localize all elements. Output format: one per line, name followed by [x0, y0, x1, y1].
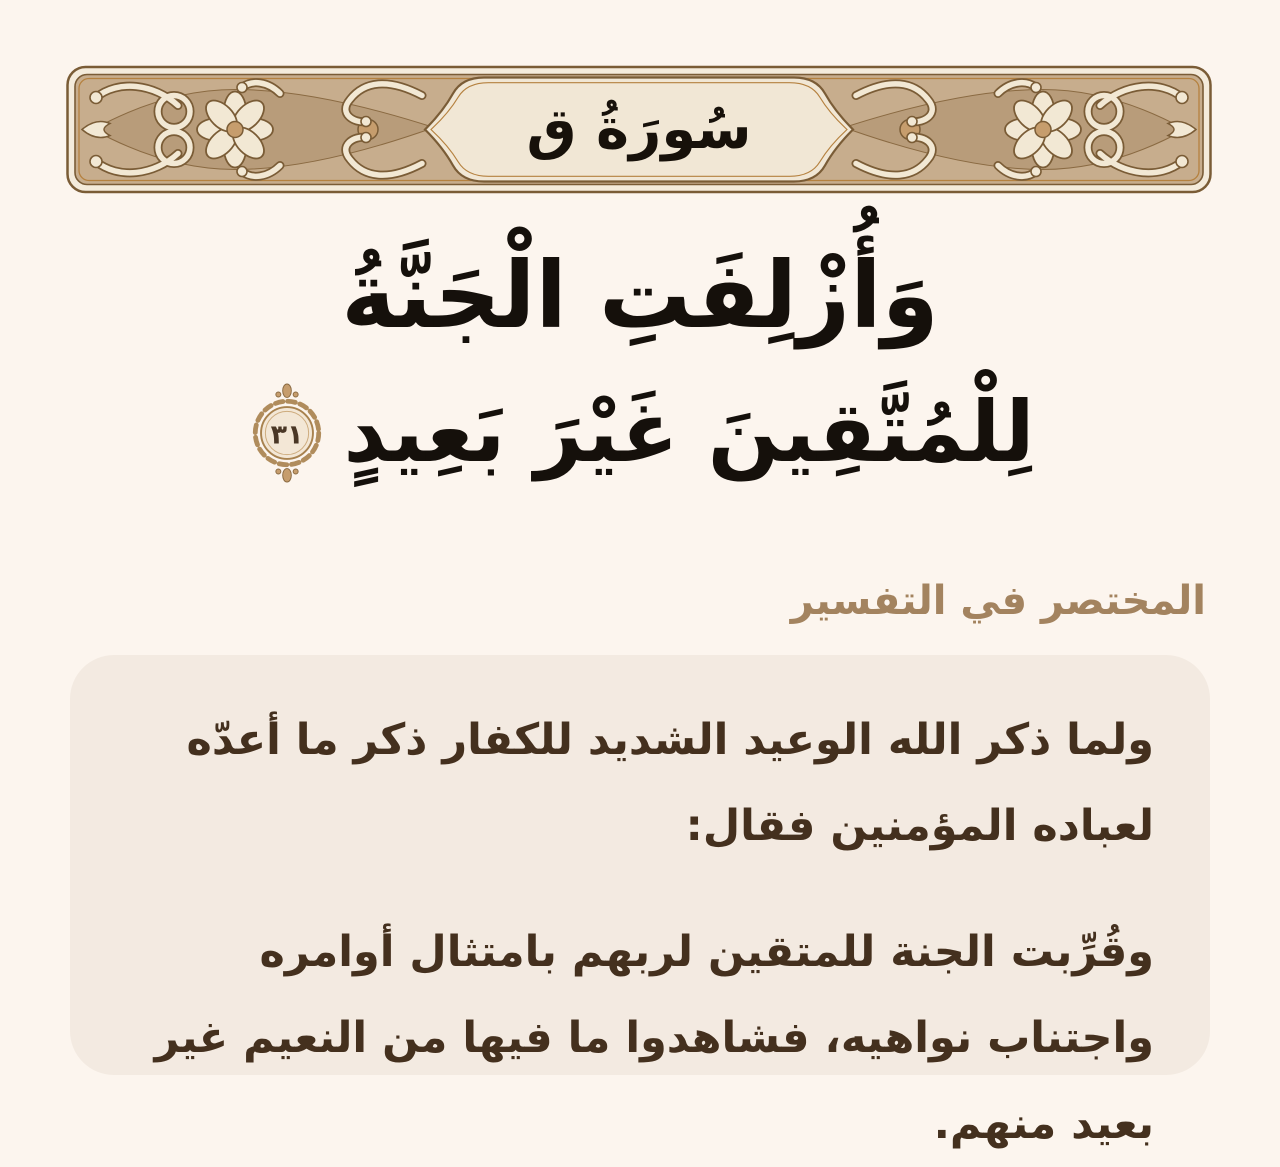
ayah-medallion-ornament	[246, 383, 328, 483]
tafsir-paragraph-2: وقُرِّبت الجنة للمتقين لربهم بامتثال أوامره واجتناب نواهيه، فشاهدوا ما فيها من النعيم غير بعيد منهم.	[154, 927, 1154, 1149]
tafsir-source-label: المختصر في التفسير	[790, 578, 1206, 624]
ayah-text-line2-words: لِلْمُتَّقِينَ غَيْرَ بَعِيدٍ	[343, 383, 1035, 482]
tafsir-card	[70, 655, 1210, 1149]
ayah-text-line2	[0, 380, 1280, 485]
ayah-text-line1: وَأُزْلِفَتِ الْجَنَّةُ	[341, 242, 939, 349]
tafsir-paragraph-1: ولما ذكر الله الوعيد الشديد للكفار ذكر ما أعدّه لعباده المؤمنين فقال:	[186, 715, 1154, 851]
ayah-block	[0, 218, 1280, 485]
ayah-number: ٣١	[270, 419, 303, 451]
surah-title: سُورَةُ ق	[526, 97, 752, 162]
surah-header-banner	[66, 65, 1212, 194]
ayah-number-medallion	[246, 383, 328, 483]
